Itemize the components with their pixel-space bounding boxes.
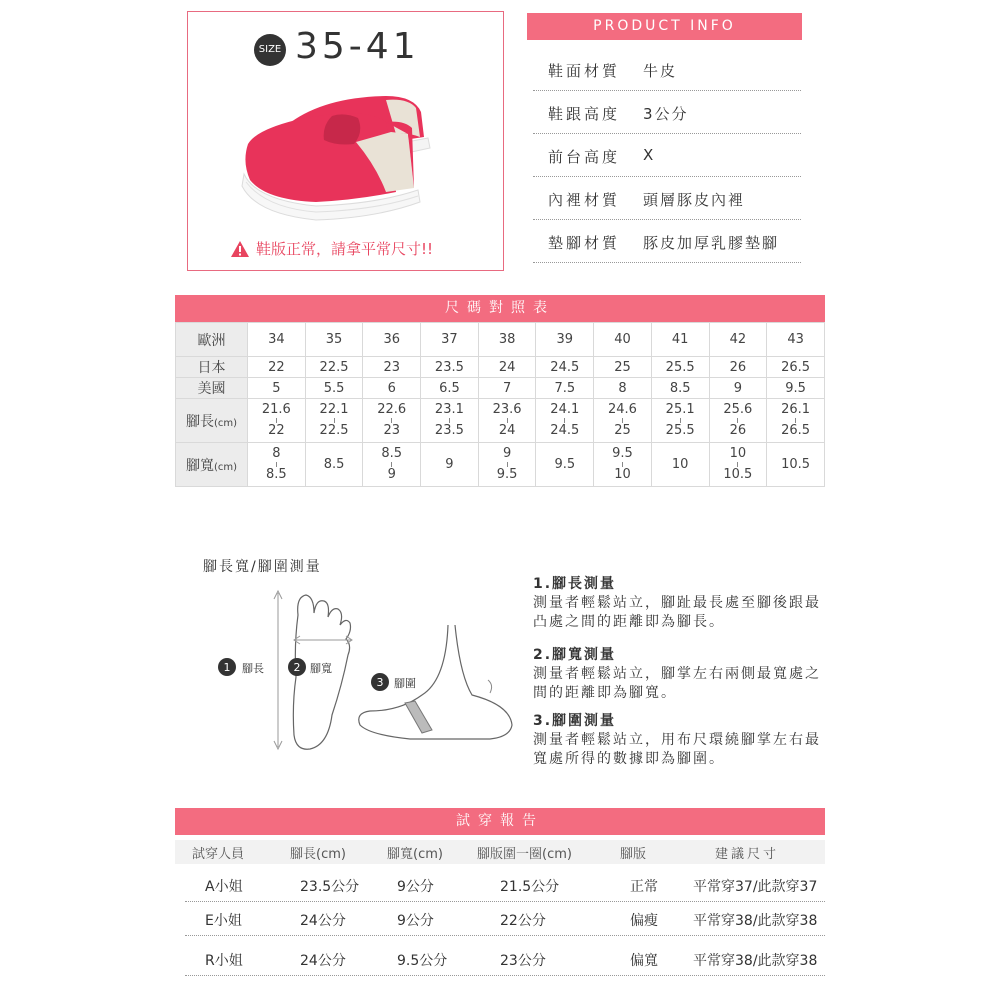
trial-row xyxy=(185,942,825,976)
row-label-text: 腳長 xyxy=(185,413,214,430)
size-value-min: 23.6 xyxy=(492,402,522,417)
row-label-text: 日本 xyxy=(197,360,226,376)
shoe-image xyxy=(236,82,446,242)
trial-header: 腳長(cm) xyxy=(290,847,346,862)
info-value: 頭層豚皮內裡 xyxy=(643,191,746,209)
size-value: 8.5 xyxy=(323,457,345,472)
warning-text: 鞋版正常，請拿平常尺寸!! xyxy=(256,240,434,258)
trial-header: 腳寬(cm) xyxy=(387,847,443,862)
row-unit: (cm) xyxy=(213,461,238,473)
size-cell xyxy=(305,443,363,487)
size-value-min: 9 xyxy=(502,446,512,461)
trial-row xyxy=(185,868,825,902)
size-value: 10 xyxy=(671,457,689,472)
size-value-min: 22.6 xyxy=(377,402,407,417)
label-3-num: 3 xyxy=(376,676,384,689)
row-unit: (cm) xyxy=(213,417,238,429)
size-cell xyxy=(248,443,306,487)
row-label-text: 美國 xyxy=(197,381,226,397)
measure-heading: 3.腳圍測量 xyxy=(533,713,617,729)
measure-text: 測量者輕鬆站立，腳趾最長處至腳後跟最凸處之間的距離即為腳長。 xyxy=(533,595,821,630)
row-label-text: 歐洲 xyxy=(197,332,226,349)
trial-cell: 24公分 xyxy=(300,913,346,929)
size-cell xyxy=(651,399,709,443)
size-cell: 7.5 xyxy=(536,378,594,399)
trial-header: 建議尺寸 xyxy=(715,847,780,862)
measure-text: 測量者輕鬆站立，用布尺環繞腳掌左右最寬處所得的數據即為腳圍。 xyxy=(533,732,821,767)
measure-item-length xyxy=(533,575,823,632)
size-row-label xyxy=(176,399,248,443)
size-value-min: 10 xyxy=(729,446,747,461)
size-cell: 36 xyxy=(363,323,421,357)
foot-measure-diagram xyxy=(210,585,520,770)
size-cell xyxy=(478,443,536,487)
size-value-max: 26.5 xyxy=(781,423,811,438)
size-cell: 5.5 xyxy=(305,378,363,399)
size-cell xyxy=(594,399,652,443)
size-cell: 37 xyxy=(421,323,479,357)
size-cell xyxy=(421,399,479,443)
size-cell: 35 xyxy=(305,323,363,357)
size-row-eu xyxy=(176,323,825,357)
size-cell xyxy=(536,399,594,443)
trial-row xyxy=(185,902,825,936)
size-cell xyxy=(767,443,825,487)
size-cell: 8 xyxy=(594,378,652,399)
size-row-us xyxy=(176,378,825,399)
trial-title: 試穿報告 xyxy=(175,808,825,835)
trial-cell: 偏瘦 xyxy=(630,913,658,929)
size-cell: 9.5 xyxy=(767,378,825,399)
row-label-text: 腳寬 xyxy=(185,457,214,474)
size-cell: 24.5 xyxy=(536,357,594,378)
trial-cell: E小姐 xyxy=(205,913,242,929)
label-3-icon xyxy=(371,673,416,691)
size-row-label xyxy=(176,323,248,357)
measure-title: 腳長寬/腳圍測量 xyxy=(203,559,322,575)
label-2-text: 腳寬 xyxy=(310,662,332,675)
size-value-max: 23.5 xyxy=(434,423,464,438)
size-table xyxy=(175,322,825,487)
trial-cell: R小姐 xyxy=(205,953,243,969)
info-label: 前台高度 xyxy=(548,148,621,166)
size-cell xyxy=(248,399,306,443)
size-value-max: 25.5 xyxy=(665,423,695,438)
trial-cell: 23公分 xyxy=(500,953,546,969)
trial-cell: 9公分 xyxy=(397,913,434,929)
trial-cell: 平常穿37/此款穿37 xyxy=(693,879,818,895)
measure-item-girth xyxy=(533,712,823,769)
size-value-max: 10 xyxy=(614,467,631,482)
info-value: 3公分 xyxy=(643,105,689,123)
size-range: 35-41 xyxy=(295,26,420,67)
size-cell xyxy=(709,399,767,443)
trial-cell: 23.5公分 xyxy=(300,879,360,895)
info-row xyxy=(533,48,801,91)
size-value-max: 26 xyxy=(729,423,747,438)
size-cell xyxy=(651,443,709,487)
size-cell: 22 xyxy=(248,357,306,378)
product-info-header: PRODUCT INFO xyxy=(527,13,802,40)
label-1-icon xyxy=(218,658,264,676)
trial-header: 試穿人員 xyxy=(192,847,245,862)
size-cell: 26 xyxy=(709,357,767,378)
warning-icon xyxy=(230,240,250,258)
size-value: 9 xyxy=(445,457,454,472)
size-cell: 38 xyxy=(478,323,536,357)
info-row xyxy=(533,134,801,177)
size-cell: 22.5 xyxy=(305,357,363,378)
label-2-num: 2 xyxy=(293,661,301,674)
trial-cell: 平常穿38/此款穿38 xyxy=(693,913,818,929)
size-value-max: 22 xyxy=(268,423,285,438)
size-value-max: 24.5 xyxy=(550,423,580,438)
size-cell: 9 xyxy=(709,378,767,399)
trial-cell: 平常穿38/此款穿38 xyxy=(693,953,818,969)
size-value-max: 23 xyxy=(383,423,400,438)
size-cell: 42 xyxy=(709,323,767,357)
size-cell xyxy=(305,399,363,443)
size-value-min: 24.6 xyxy=(607,402,637,417)
size-value-max: 25 xyxy=(614,423,631,438)
label-1-text: 腳長 xyxy=(242,662,264,675)
size-cell: 5 xyxy=(248,378,306,399)
trial-header-row xyxy=(175,840,825,864)
size-value-min: 25.6 xyxy=(723,402,753,417)
size-value-max: 24 xyxy=(498,423,516,438)
size-cell: 39 xyxy=(536,323,594,357)
size-row-length xyxy=(176,399,825,443)
measure-text: 測量者輕鬆站立，腳掌左右兩側最寬處之間的距離即為腳寬。 xyxy=(533,666,821,701)
size-value-min: 25.1 xyxy=(665,402,695,417)
size-cell: 24 xyxy=(478,357,536,378)
measure-item-width xyxy=(533,646,823,703)
trial-cell: 24公分 xyxy=(300,953,346,969)
size-value-min: 21.6 xyxy=(261,402,291,417)
size-cell xyxy=(594,443,652,487)
size-value-max: 9 xyxy=(387,467,396,482)
info-value: 豚皮加厚乳膠墊腳 xyxy=(643,234,780,252)
size-value-min: 22.1 xyxy=(319,402,349,417)
size-table-title: 尺碼對照表 xyxy=(175,295,825,322)
size-row-label xyxy=(176,378,248,399)
measure-heading: 2.腳寬測量 xyxy=(533,647,617,663)
size-cell: 41 xyxy=(651,323,709,357)
size-value: 9.5 xyxy=(554,457,576,472)
size-cell xyxy=(536,443,594,487)
info-value: 牛皮 xyxy=(643,62,678,80)
info-row xyxy=(533,220,801,263)
trial-cell: 正常 xyxy=(630,879,658,895)
info-row xyxy=(533,91,801,134)
trial-cell: A小姐 xyxy=(205,879,243,895)
size-value-max: 9.5 xyxy=(496,467,518,482)
size-value-min: 9.5 xyxy=(612,446,633,461)
measure-heading: 1.腳長測量 xyxy=(533,576,617,592)
size-value: 10.5 xyxy=(781,457,811,472)
size-cell: 23 xyxy=(363,357,421,378)
trial-header: 腳版圍一圈(cm) xyxy=(477,847,572,862)
size-cell: 7 xyxy=(478,378,536,399)
size-badge: SIZE xyxy=(254,34,286,66)
label-1-num: 1 xyxy=(223,661,231,674)
size-cell: 25.5 xyxy=(651,357,709,378)
trial-cell: 9公分 xyxy=(397,879,434,895)
label-3-text: 腳圍 xyxy=(394,677,416,690)
size-value-min: 8 xyxy=(272,446,281,461)
size-row-width xyxy=(176,443,825,487)
size-cell xyxy=(421,443,479,487)
size-row-label xyxy=(176,443,248,487)
size-cell: 34 xyxy=(248,323,306,357)
trial-header: 腳版 xyxy=(620,847,647,862)
size-cell: 40 xyxy=(594,323,652,357)
size-cell: 26.5 xyxy=(767,357,825,378)
size-value-min: 23.1 xyxy=(434,402,464,417)
size-cell xyxy=(363,443,421,487)
size-cell: 8.5 xyxy=(651,378,709,399)
size-warning xyxy=(230,238,433,259)
size-cell xyxy=(709,443,767,487)
size-row-jp xyxy=(176,357,825,378)
trial-cell: 21.5公分 xyxy=(500,879,560,895)
size-row-label xyxy=(176,357,248,378)
info-label: 墊腳材質 xyxy=(548,234,621,252)
size-value-min: 24.1 xyxy=(550,402,580,417)
info-label: 鞋面材質 xyxy=(548,62,621,80)
info-label: 鞋跟高度 xyxy=(548,105,621,123)
size-cell: 25 xyxy=(594,357,652,378)
trial-cell: 9.5公分 xyxy=(397,953,448,969)
size-cell: 6.5 xyxy=(421,378,479,399)
size-cell: 6 xyxy=(363,378,421,399)
size-cell xyxy=(363,399,421,443)
size-value-min: 26.1 xyxy=(781,402,811,417)
size-value-max: 8.5 xyxy=(266,467,287,482)
size-card xyxy=(187,11,504,271)
trial-cell: 偏寬 xyxy=(630,953,658,969)
info-value: X xyxy=(643,146,656,164)
size-value-min: 8.5 xyxy=(381,446,403,461)
size-cell xyxy=(767,399,825,443)
info-label: 內裡材質 xyxy=(548,191,621,209)
size-value-max: 10.5 xyxy=(723,467,753,482)
trial-cell: 22公分 xyxy=(500,913,546,929)
size-value-max: 22.5 xyxy=(319,423,349,438)
size-cell: 23.5 xyxy=(421,357,479,378)
size-cell: 43 xyxy=(767,323,825,357)
info-row xyxy=(533,177,801,220)
size-cell xyxy=(478,399,536,443)
